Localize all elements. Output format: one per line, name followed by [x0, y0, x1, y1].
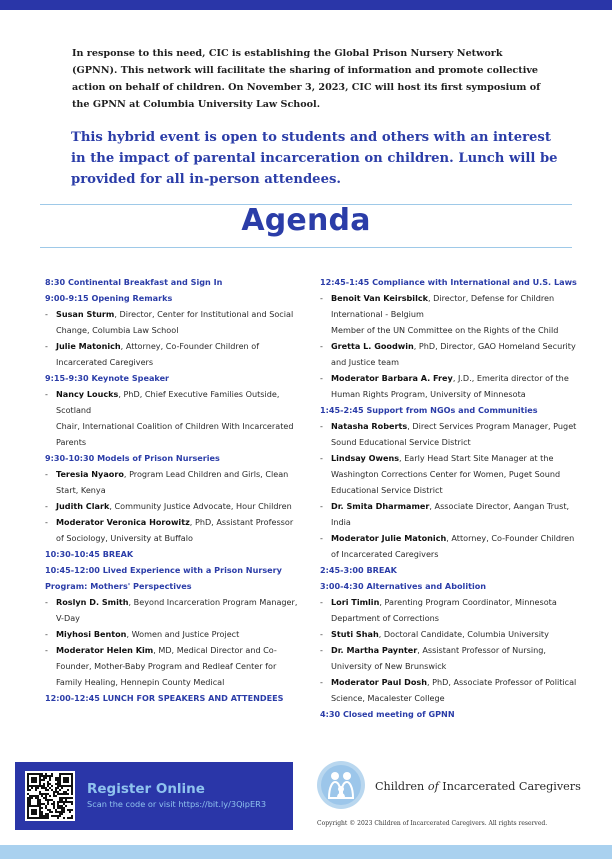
top-banner-bar [0, 0, 612, 10]
session-heading: 3:00-4:30 Alternatives and Abolition [320, 581, 487, 591]
speaker-detail: , PhD, Associate Professor of Political Science, Macalester College [331, 677, 577, 703]
speaker-detail: , Director, Defense for Children International - Belgium [331, 293, 555, 319]
org-name-part2: Incarcerated Caregivers [438, 780, 581, 793]
speaker-name: Natasha Roberts [331, 421, 408, 431]
speaker-name: Gretta L. Goodwin [331, 341, 414, 351]
speaker-name: Nancy Loucks [56, 389, 119, 399]
speaker-detail: , Direct Services Program Manager, Puget Sound Educational Service District [331, 421, 577, 447]
bottom-banner-bar [0, 845, 612, 859]
session-heading: 9:15-9:30 Keynote Speaker [45, 373, 170, 383]
speaker-detail-secondary: Chair, International Coalition of Children With Incarcerated Parents [56, 421, 294, 447]
speaker-detail: , Community Justice Advocate, Hour Children [109, 501, 292, 511]
speaker-item [45, 594, 303, 626]
speaker-name: Stuti Shah [331, 629, 379, 639]
session-heading: 9:00-9:15 Opening Remarks [45, 293, 173, 303]
speaker-name: Teresia Nyaoro [56, 469, 124, 479]
speaker-name: Moderator Helen Kim [56, 645, 154, 655]
register-online-box[interactable] [15, 762, 293, 830]
speaker-detail: , Associate Director, Aangan Trust, India [331, 501, 570, 527]
speaker-name: Miyhosi Benton [56, 629, 127, 639]
speaker-item [45, 514, 303, 546]
session-heading: 1:45-2:45 Support from NGOs and Communities [320, 405, 538, 415]
session-heading: 9:30-10:30 Models of Prison Nurseries [45, 453, 220, 463]
speaker-name: Lindsay Owens [331, 453, 400, 463]
speaker-detail: , Assistant Professor of Nursing, University of New Brunswick [331, 645, 546, 671]
session-heading: 4:30 Closed meeting of GPNN [320, 709, 455, 719]
speaker-detail: , MD, Medical Director and Co-Founder, Mother-Baby Program and Redleaf Center for Family Healing, Hennepin County Medical [56, 645, 277, 687]
speaker-item [320, 626, 582, 642]
speaker-item [45, 386, 303, 450]
speaker-item [320, 498, 582, 530]
speaker-name: Julie Matonich [56, 341, 121, 351]
speaker-detail: , Attorney, Co-Founder Children of Incarcerated Caregivers [331, 533, 575, 559]
speaker-item [320, 290, 582, 338]
speaker-item [320, 450, 582, 498]
session-heading: 12:00-12:45 LUNCH FOR SPEAKERS AND ATTENDEES [45, 693, 284, 703]
speaker-name: Roslyn D. Smith [56, 597, 129, 607]
agenda-right-column [320, 274, 582, 722]
speaker-item [320, 674, 582, 706]
speaker-detail: , Director, Center for Institutional and Social Change, Columbia Law School [56, 309, 294, 335]
speaker-name: Moderator Veronica Horowitz [56, 517, 190, 527]
speaker-detail: , Attorney, Co-Founder Children of Incarcerated Caregivers [56, 341, 260, 367]
speaker-name: Judith Clark [56, 501, 110, 511]
speaker-name: Moderator Barbara A. Frey [331, 373, 453, 383]
speaker-name: Moderator Julie Matonich [331, 533, 447, 543]
speaker-item [45, 498, 303, 514]
speaker-item [45, 306, 303, 338]
speaker-detail: , PhD, Assistant Professor of Sociology, University at Buffalo [56, 517, 294, 543]
family-logo-icon [316, 760, 366, 810]
speaker-item [45, 626, 303, 642]
copyright-text: Copyright © 2023 Children of Incarcerated Caregivers. All rights reserved. [317, 820, 548, 827]
speaker-item [45, 338, 303, 370]
speaker-name: Susan Sturm [56, 309, 115, 319]
speaker-name: Dr. Martha Paynter [331, 645, 418, 655]
speaker-detail: , PhD, Chief Executive Families Outside, Scotland [56, 389, 280, 415]
speaker-name: Lori Timlin [331, 597, 380, 607]
speaker-detail: , J.D., Emerita director of the Human Rights Program, University of Minnesota [331, 373, 569, 399]
speaker-item [320, 594, 582, 626]
speaker-name: Dr. Smita Dharmamer [331, 501, 430, 511]
speaker-detail: , Women and Justice Project [126, 629, 240, 639]
speaker-detail: , Beyond Incarceration Program Manager, V-Day [56, 597, 298, 623]
speaker-name: Moderator Paul Dosh [331, 677, 427, 687]
speaker-item [320, 530, 582, 562]
speaker-detail-secondary: Member of the UN Committee on the Rights of the Child [331, 325, 559, 335]
speaker-item [320, 642, 582, 674]
register-title[interactable]: Register Online [87, 781, 205, 797]
speaker-item [320, 370, 582, 402]
intro-paragraph: In response to this need, CIC is establishing the Global Prison Nursery Network (GPNN). This network will facilitate the sharing of information and promote collective action on behalf of children. On November 3, 2023, CIC will host its first symposium of the GPNN at Columbia University Law School. [72, 48, 541, 110]
divider-bottom [40, 247, 572, 248]
org-name-part1: Children [375, 780, 428, 793]
session-heading: 10:30-10:45 BREAK [45, 549, 134, 559]
speaker-detail: , Doctoral Candidate, Columbia University [378, 629, 549, 639]
hybrid-notice: This hybrid event is open to students and others with an interest in the impact of parental incarceration on children. Lunch will be provided for all in-person attendees. [71, 130, 558, 187]
org-name-of: of [427, 780, 439, 793]
session-heading: 2:45-3:00 BREAK [320, 565, 397, 575]
agenda-title: Agenda [241, 203, 371, 238]
speaker-name: Benoit Van Keirsbilck [331, 293, 429, 303]
speaker-detail: , Early Head Start Site Manager at the Washington Corrections Center for Women, Puget Sound Educational Service District [331, 453, 561, 495]
agenda-left-column [45, 274, 303, 706]
qr-code-icon[interactable] [25, 771, 75, 821]
session-heading: 8:30 Continental Breakfast and Sign In [45, 277, 223, 287]
org-name [375, 780, 581, 793]
session-heading: 12:45-1:45 Compliance with International and U.S. Laws [320, 277, 577, 287]
register-link[interactable]: Scan the code or visit https://bit.ly/3QipER3 [87, 799, 267, 809]
speaker-item [45, 642, 303, 690]
session-heading: 10:45-12:00 Lived Experience with a Prison Nursery Program: Mothers' Perspectives [45, 565, 282, 591]
speaker-detail: , Parenting Program Coordinator, Minnesota Department of Corrections [331, 597, 557, 623]
speaker-item [320, 338, 582, 370]
speaker-item [320, 418, 582, 450]
speaker-item [45, 466, 303, 498]
speaker-detail: , Program Lead Children and Girls, Clean Start, Kenya [56, 469, 289, 495]
speaker-detail: , PhD, Director, GAO Homeland Security and Justice team [331, 341, 576, 367]
